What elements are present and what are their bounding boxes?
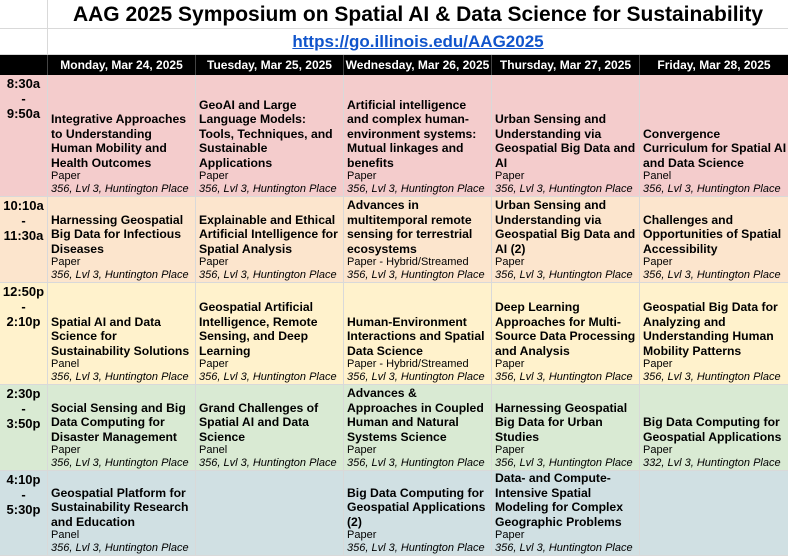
session-location: 356, Lvl 3, Huntington Place xyxy=(347,183,485,195)
session-type: Panel xyxy=(51,358,80,370)
session-type: Paper xyxy=(495,170,525,182)
session-title: Geospatial Platform for Sustainability Research and Education xyxy=(51,485,189,529)
session-location: 356, Lvl 3, Huntington Place xyxy=(199,371,337,383)
time-slot-row xyxy=(0,283,788,385)
time-cell xyxy=(0,283,48,384)
day-header-tuesday: Tuesday, Mar 25, 2025 xyxy=(196,55,344,75)
session-location: 332, Lvl 3, Huntington Place xyxy=(643,457,781,469)
session-title: Human-Environment Interactions and Spatial Data Science xyxy=(347,314,485,358)
session-location: 356, Lvl 3, Huntington Place xyxy=(199,269,337,281)
time-dash: - xyxy=(21,401,26,416)
session-type: Paper xyxy=(495,529,525,541)
session-location: 356, Lvl 3, Huntington Place xyxy=(347,457,485,469)
session-type: Panel xyxy=(51,529,80,541)
time-end: 11:30a xyxy=(3,228,44,243)
day-header-friday: Friday, Mar 28, 2025 xyxy=(657,58,771,72)
session-title: Grand Challenges of Spatial AI and Data Science xyxy=(199,400,319,444)
session-cell[interactable] xyxy=(492,197,640,282)
session-cell[interactable] xyxy=(48,75,196,196)
day-header-corner xyxy=(0,55,48,75)
session-cell[interactable] xyxy=(492,75,640,196)
time-dash: - xyxy=(21,299,26,314)
session-type: Panel xyxy=(199,444,228,456)
time-end: 3:50p xyxy=(6,416,41,431)
session-title: Convergence Curriculum for Spatial AI and Data Science xyxy=(643,126,787,170)
time-slot-row xyxy=(0,75,788,197)
session-type: Paper xyxy=(199,170,229,182)
session-location: 356, Lvl 3, Huntington Place xyxy=(51,371,189,383)
session-type: Paper - Hybrid/Streamed xyxy=(347,256,469,268)
session-type: Paper xyxy=(347,529,377,541)
time-dash: - xyxy=(21,213,26,228)
session-location: 356, Lvl 3, Huntington Place xyxy=(643,183,781,195)
session-title: GeoAI and Large Language Models: Tools, Techniques, and Sustainable Applications xyxy=(199,97,333,170)
time-dash: - xyxy=(21,91,26,106)
day-header-wednesday: Wednesday, Mar 26, 2025 xyxy=(344,55,492,75)
time-start: 4:10p xyxy=(6,472,41,487)
session-cell[interactable] xyxy=(640,471,788,555)
session-cell[interactable] xyxy=(48,283,196,384)
session-type: Paper xyxy=(347,170,377,182)
time-start: 12:50p xyxy=(2,284,45,299)
title-row xyxy=(0,0,788,29)
session-location: 356, Lvl 3, Huntington Place xyxy=(495,457,633,469)
session-cell[interactable] xyxy=(492,385,640,470)
time-end: 5:30p xyxy=(6,502,41,517)
time-cell xyxy=(0,197,48,282)
session-cell[interactable] xyxy=(196,385,344,470)
url-row xyxy=(0,29,788,55)
session-cell[interactable] xyxy=(196,75,344,196)
url-cell xyxy=(48,29,788,54)
session-title: Urban Sensing and Understanding via Geospatial Big Data and AI (2) xyxy=(495,198,636,256)
session-location: 356, Lvl 3, Huntington Place xyxy=(643,269,781,281)
session-location: 356, Lvl 3, Huntington Place xyxy=(495,371,633,383)
time-cell xyxy=(0,471,48,555)
session-location: 356, Lvl 3, Huntington Place xyxy=(495,542,633,554)
session-cell[interactable] xyxy=(196,471,344,555)
session-title: Deep Learning Approaches for Multi-Source Data Processing and Analysis xyxy=(495,300,636,358)
time-cell xyxy=(0,75,48,196)
symposium-link[interactable]: https://go.illinois.edu/AAG2025 xyxy=(292,32,544,51)
session-title: Big Data Computing for Geospatial Applications (2) xyxy=(347,485,486,529)
session-cell[interactable] xyxy=(640,283,788,384)
session-cell[interactable] xyxy=(196,283,344,384)
session-cell[interactable] xyxy=(344,197,492,282)
session-type: Panel xyxy=(643,170,672,182)
session-type: Paper xyxy=(51,170,81,182)
session-type: Paper xyxy=(495,444,525,456)
session-type: Paper xyxy=(51,256,81,268)
time-slot-row xyxy=(0,385,788,471)
session-cell[interactable] xyxy=(196,197,344,282)
session-type: Paper xyxy=(643,444,673,456)
session-title: Big Data Computing for Geospatial Applications xyxy=(643,415,782,444)
session-cell[interactable] xyxy=(344,385,492,470)
session-cell[interactable] xyxy=(492,471,640,555)
session-cell[interactable] xyxy=(344,283,492,384)
page-title: AAG 2025 Symposium on Spatial AI & Data Science for Sustainability xyxy=(72,3,764,26)
url-row-corner xyxy=(0,29,48,54)
session-cell[interactable] xyxy=(344,75,492,196)
session-cell[interactable] xyxy=(640,75,788,196)
day-header-row xyxy=(0,55,788,75)
session-title: Spatial AI and Data Science for Sustainability Solutions xyxy=(51,314,190,358)
session-cell[interactable] xyxy=(492,283,640,384)
time-start: 2:30p xyxy=(6,386,41,401)
session-title: Harnessing Geospatial Big Data for Infectious Diseases xyxy=(51,212,184,256)
time-end: 2:10p xyxy=(6,314,41,329)
session-title: Advances in multitemporal remote sensing for terrestrial ecosystems xyxy=(347,198,473,256)
session-location: 356, Lvl 3, Huntington Place xyxy=(51,183,189,195)
session-type: Paper xyxy=(199,358,229,370)
session-title: Artificial intelligence and complex human-environment systems: Mutual linkages and benefits xyxy=(347,97,477,170)
session-type: Paper xyxy=(495,256,525,268)
session-location: 356, Lvl 3, Huntington Place xyxy=(643,371,781,383)
time-start: 8:30a xyxy=(6,76,41,91)
session-type: Paper xyxy=(643,358,673,370)
session-location: 356, Lvl 3, Huntington Place xyxy=(347,269,485,281)
session-location: 356, Lvl 3, Huntington Place xyxy=(495,183,633,195)
session-location: 356, Lvl 3, Huntington Place xyxy=(495,269,633,281)
session-type: Paper xyxy=(643,256,673,268)
time-end: 9:50a xyxy=(6,106,41,121)
session-cell[interactable] xyxy=(640,385,788,470)
session-title: Data- and Compute-Intensive Spatial Modeling for Complex Geographic Problems xyxy=(495,471,623,529)
schedule-grid xyxy=(0,75,788,556)
session-title: Integrative Approaches to Understanding Human Mobility and Health Outcomes xyxy=(51,112,187,170)
session-title: Geospatial Big Data for Analyzing and Understanding Human Mobility Patterns xyxy=(643,300,778,358)
session-title: Harnessing Geospatial Big Data for Urban Studies xyxy=(495,400,628,444)
session-title: Explainable and Ethical Artificial Intelligence for Spatial Analysis xyxy=(199,212,338,256)
time-slot-row xyxy=(0,471,788,556)
session-cell[interactable] xyxy=(48,385,196,470)
session-type: Paper xyxy=(199,256,229,268)
title-row-corner xyxy=(0,0,48,28)
time-dash: - xyxy=(21,487,26,502)
session-title: Urban Sensing and Understanding via Geospatial Big Data and AI xyxy=(495,112,636,170)
session-cell[interactable] xyxy=(344,471,492,555)
time-cell xyxy=(0,385,48,470)
time-start: 10:10a xyxy=(3,198,44,213)
session-title: Social Sensing and Big Data Computing for Disaster Management xyxy=(51,400,186,444)
session-cell[interactable] xyxy=(48,471,196,555)
session-location: 356, Lvl 3, Huntington Place xyxy=(199,457,337,469)
session-type: Paper - Hybrid/Streamed xyxy=(347,358,469,370)
time-slot-row xyxy=(0,197,788,283)
session-location: 356, Lvl 3, Huntington Place xyxy=(51,542,189,554)
session-cell[interactable] xyxy=(48,197,196,282)
session-type: Paper xyxy=(51,444,81,456)
session-location: 356, Lvl 3, Huntington Place xyxy=(51,457,189,469)
day-header-thursday: Thursday, Mar 27, 2025 xyxy=(492,55,640,75)
session-location: 356, Lvl 3, Huntington Place xyxy=(199,183,337,195)
session-type: Paper xyxy=(347,444,377,456)
session-title: Geospatial Artificial Intelligence, Remote Sensing, and Deep Learning xyxy=(199,300,318,358)
session-location: 356, Lvl 3, Huntington Place xyxy=(347,542,485,554)
day-header-monday: Monday, Mar 24, 2025 xyxy=(48,55,196,75)
session-cell[interactable] xyxy=(640,197,788,282)
session-title: Advances & Approaches in Coupled Human and Natural Systems Science xyxy=(347,386,484,444)
session-location: 356, Lvl 3, Huntington Place xyxy=(347,371,485,383)
session-location: 356, Lvl 3, Huntington Place xyxy=(51,269,189,281)
session-type: Paper xyxy=(495,358,525,370)
session-title: Challenges and Opportunities of Spatial Accessibility xyxy=(643,212,782,256)
